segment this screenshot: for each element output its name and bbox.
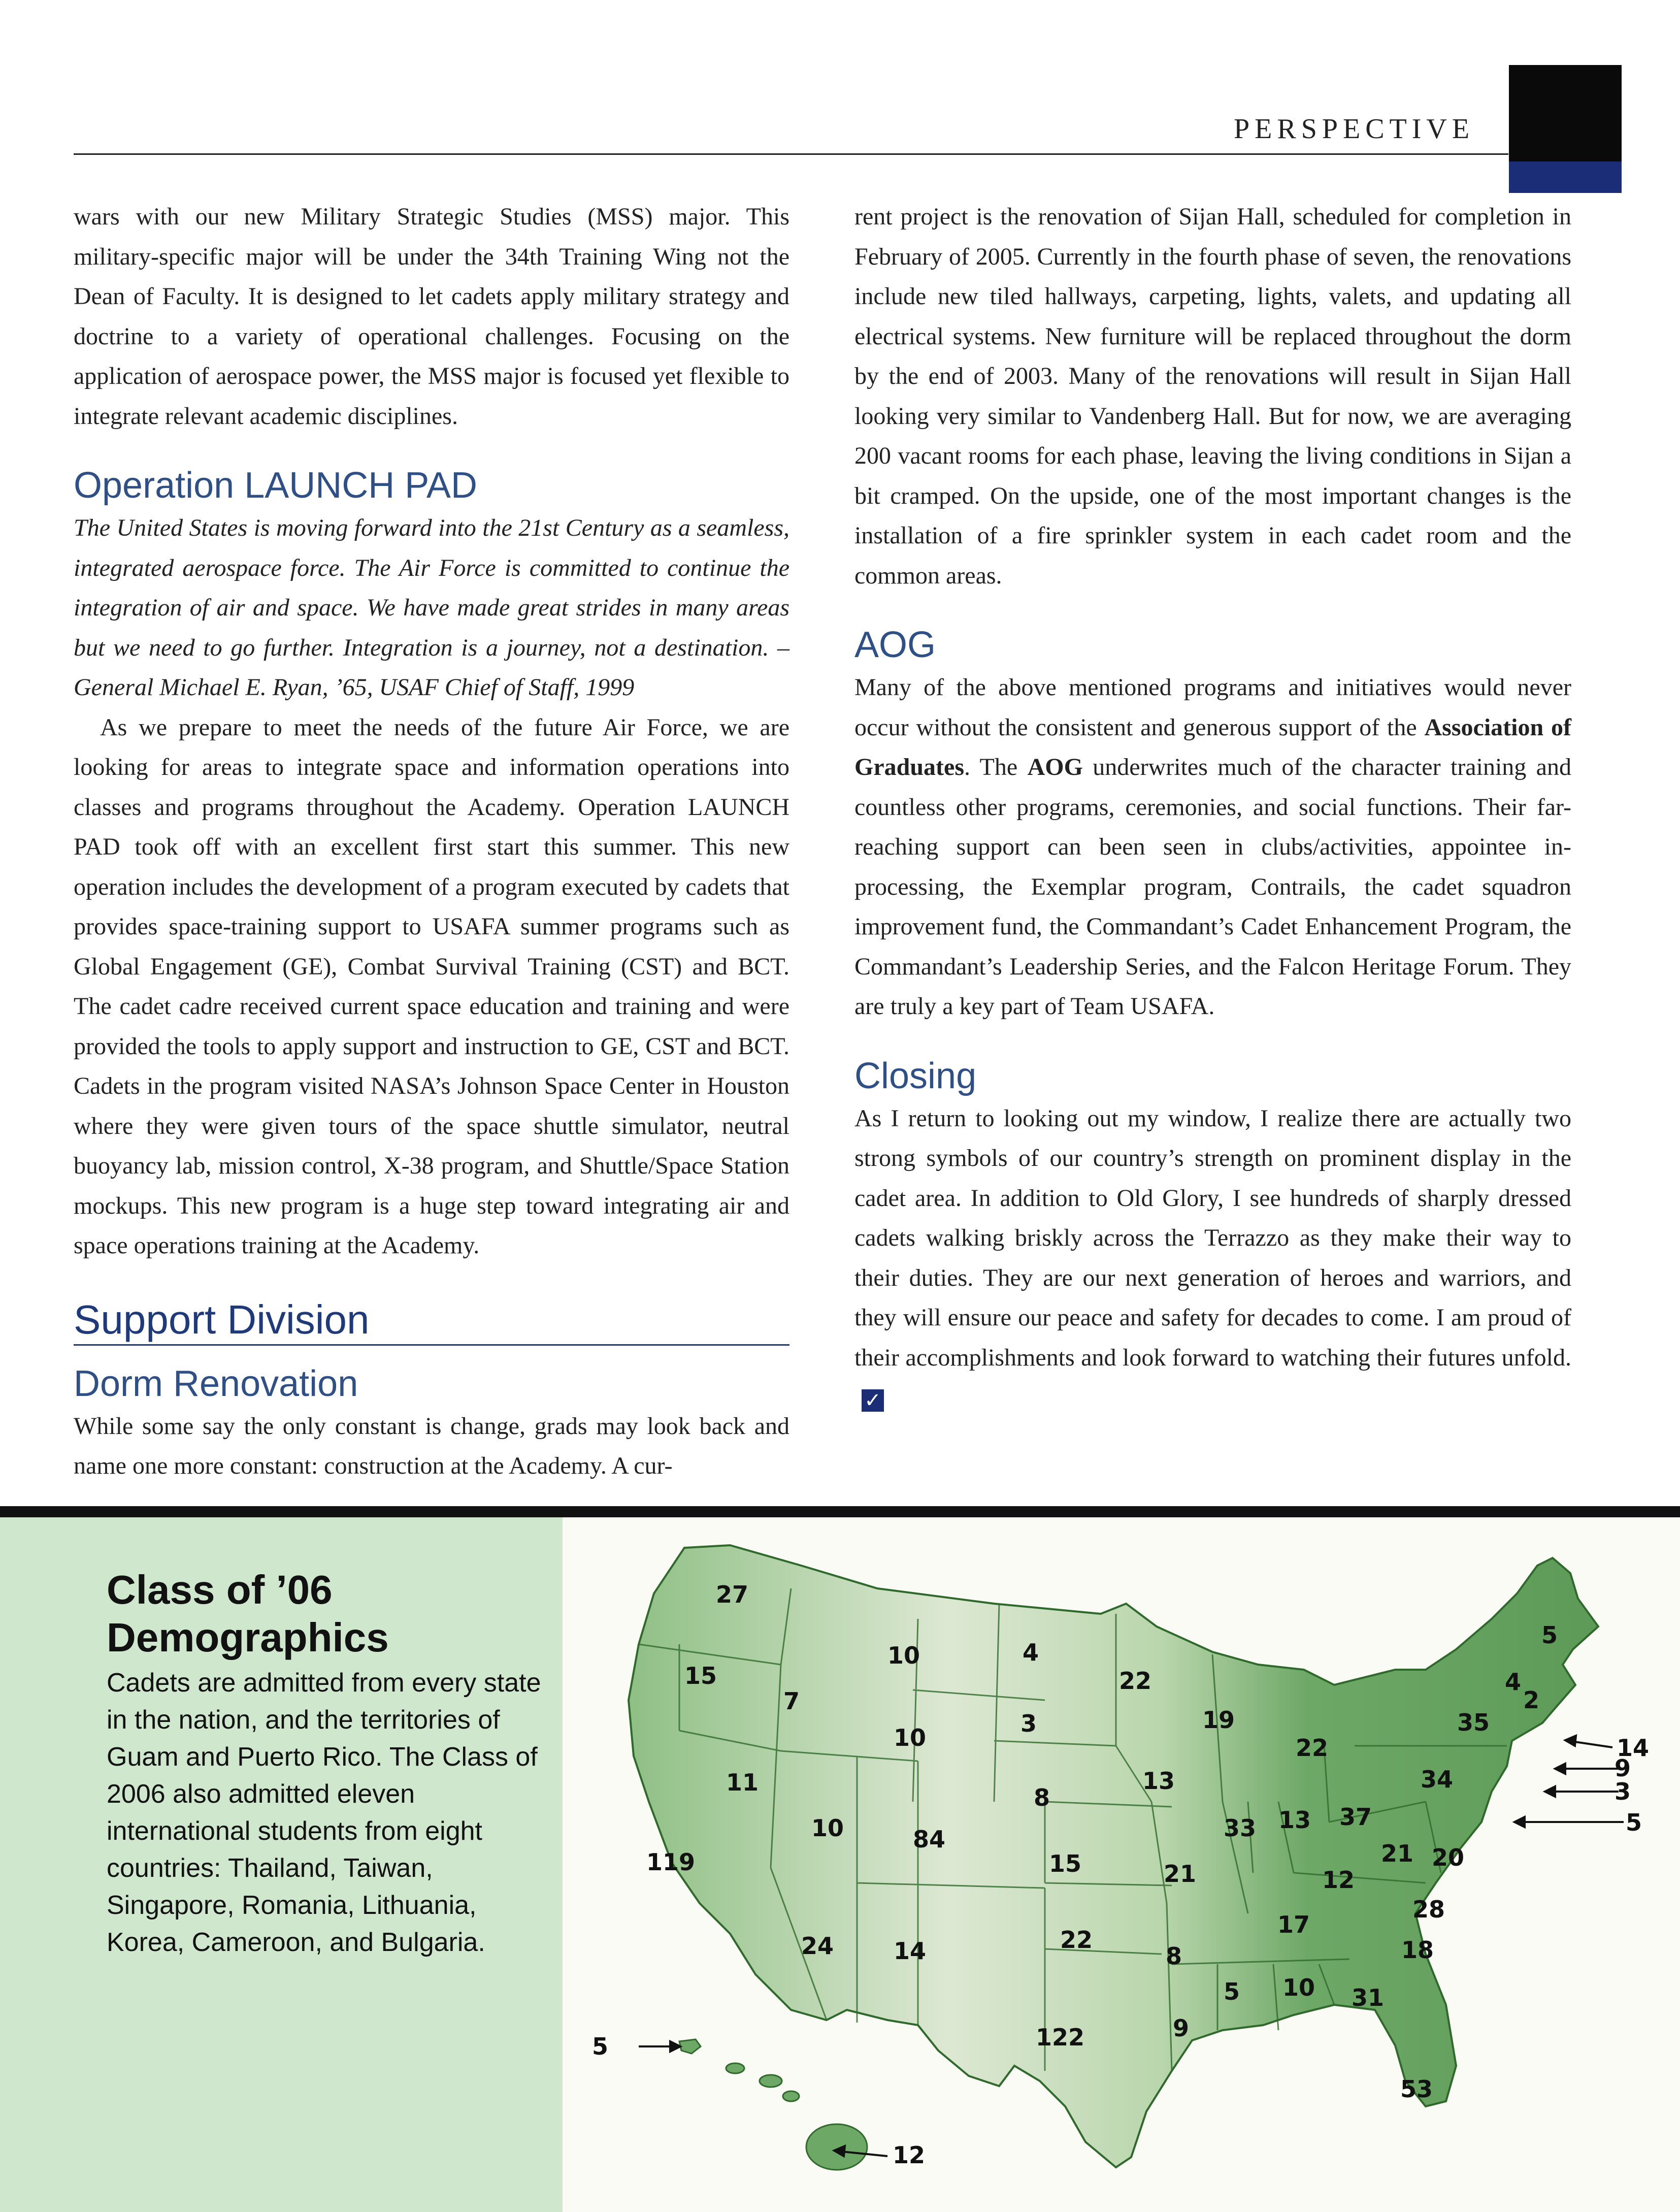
label-ks: 15 [1049,1850,1082,1877]
label-wv: 21 [1381,1840,1414,1867]
end-mark-icon: ✓ [862,1389,884,1412]
label-la: 9 [1173,2014,1190,2042]
hawaii-island-1 [726,2063,744,2073]
corner-tab-accent [1509,161,1622,193]
launch-pad-quote: The United States is moving forward into the 21st Century as a seamless, integrated aerospace force. The Air Force is committed to continue the integration of air and space. We have made great strides in many areas but we need to go further. Integration is a journey, not a destination. –General Michael E. Ryan, ’65, USAF Chief of Staff, 1999 [74,514,789,701]
label-wi: 19 [1202,1706,1235,1734]
launch-pad-body: As we prepare to meet the needs of the future Air Force, we are looking for areas to integrate space and information operations into classes and programs throughout the Academy. Operation LAUNCH PAD took off with an excellent first start this summer. This new operation includes the development of a program executed by cadets that provides space-training support to USAFA summer programs such as Global Engagement (GE), Combat Survival Training (CST) and BCT. The cadet cadre received current space education and training and were provided the tools to apply support and instruction to GE, CST and BCT. Cadets in the program visited NASA’s Johnson Space Center in Houston where they were given tours of the space shuttle simulator, neutral buoyancy lab, mission control, X-38 program, and Shuttle/Space Station mockups. This new program is a huge step toward integrating air and space operations training at the Academy. [74,713,789,1259]
label-ok: 22 [1060,1926,1093,1954]
label-md: 5 [1626,1809,1642,1836]
label-al: 10 [1282,1974,1315,2001]
label-or: 15 [684,1662,717,1689]
label-tx: 122 [1036,2024,1085,2051]
support-division-heading: Support Division [74,1295,789,1346]
label-oh: 37 [1339,1803,1372,1831]
hawaii-island-3 [783,2091,799,2101]
label-va: 20 [1432,1844,1465,1871]
label-id: 7 [783,1687,800,1715]
label-ak: 5 [592,2033,609,2060]
aog-paragraph [854,668,1571,1027]
label-mo: 21 [1164,1860,1197,1888]
section-divider-bar [0,1506,1680,1517]
dorm-continued: rent project is the renovation of Sijan Hall, scheduled for completion in February of 2005. Currently in the fourth phase of seven, the renovations include new tiled hallways, carpeting, lights, valets, and updating all electrical systems. New furniture will be replaced throughout the dorm by the end of 2003. Many of the renovations will result in Sijan Hall looking very similar to Vandenberg Hall. But for now, we are averaging 200 vacant rooms for each phase, leaving the living conditions in Sijan a bit cramped. On the upside, one of the most important changes is the installation of a fire sprinkler system in each cadet room and the common areas. [854,203,1571,589]
label-nh: 2 [1523,1686,1540,1714]
label-ky: 12 [1322,1866,1355,1894]
label-nv: 11 [726,1769,759,1796]
left-column [74,197,789,1486]
aog-text-1: Many of the above mentioned programs and initiatives would never occur without the consistent and generous support of the [854,674,1571,741]
label-ia: 13 [1142,1767,1175,1795]
label-hi: 12 [893,2141,926,2169]
label-sc: 18 [1401,1936,1434,1964]
label-ar: 8 [1166,1942,1182,1970]
arrow-ri-head [1555,1764,1565,1774]
corner-tab [1509,65,1622,193]
hawaii-island-4 [806,2124,867,2170]
label-ms: 5 [1224,1978,1240,2005]
label-il: 33 [1224,1814,1257,1842]
label-tn: 17 [1277,1911,1310,1938]
hawaii-island-2 [760,2075,782,2087]
label-in: 13 [1278,1806,1311,1834]
demographics-title-line2: Demographics [107,1615,389,1660]
label-ut: 10 [811,1814,844,1842]
label-ga: 31 [1352,1984,1385,2011]
us-map-panel [563,1517,1680,2212]
header-rule [74,153,1508,155]
aog-bold-aog: AOG [1027,754,1083,780]
running-head: PERSPECTIVE [1234,113,1475,145]
aog-bold-association: Association of Graduates [854,713,1571,780]
label-wa: 27 [716,1581,749,1608]
label-vt: 4 [1505,1668,1522,1696]
label-ny: 35 [1457,1709,1490,1736]
aog-text-3: underwrites much of the character training and countless other programs, ceremonies, and social functions. Their far-reaching support can been seen in clubs/activities, appointee in-processing, the Exemplar program, Contrails, the cadet squadron improvement fund, the Commandant’s Cadet Enhancement Program, the Commandant’s Leadership Series, and the Falcon Heritage Forum. They are truly a key part of Team USAFA. [854,754,1571,1020]
right-column [854,197,1571,1418]
label-sd: 3 [1020,1710,1037,1737]
label-nc: 28 [1412,1896,1445,1923]
aog-heading: AOG [854,625,936,665]
arrow-md-head [1514,1817,1525,1827]
demographics-title [107,1566,543,1662]
label-mt: 10 [887,1642,920,1669]
closing-text: As I return to looking out my window, I realize there are actually two strong symbols of our country’s strength on prominent display in the cadet area. In addition to Old Glory, I see hundreds of sharply dressed cadets walking briskly across the Terrazzo as they make their way to their duties. They are our next generation of heroes and warriors, and they will ensure our peace and safety for decades to come. I am proud of their accomplishments and look forward to watching their futures unfold. [854,1104,1571,1371]
closing-paragraph [854,1099,1571,1418]
demographics-title-line1: Class of ’06 [107,1567,333,1612]
label-ct: 3 [1615,1778,1631,1805]
demographics-text: Cadets are admitted from every state in the nation, and the territories of Guam and Puerto Rico. The Class of 2006 also admitted eleven international students from eight countries: Thailand, Taiwan, Singapore, Romania, Lithuania, Korea, Cameroon, and Bulgaria. [107,1668,541,1957]
label-ri: 9 [1615,1754,1631,1782]
label-mn: 22 [1119,1667,1152,1695]
closing-heading: Closing [854,1055,977,1096]
launch-pad-heading: Operation LAUNCH PAD [74,465,477,506]
label-pa: 34 [1421,1766,1454,1793]
label-wy: 10 [894,1724,927,1751]
demographics-panel [0,1517,563,2212]
arrow-ak-head [670,2041,680,2052]
label-fl: 53 [1400,2075,1433,2103]
arrow-ma-head [1565,1736,1576,1746]
aog-text-2: . The [964,754,1028,780]
dorm-renovation-heading: Dorm Renovation [74,1363,358,1404]
label-ca: 119 [646,1848,696,1876]
mss-paragraph: wars with our new Military Strategic Studies (MSS) major. This military-specific major will be under the 34th Training Wing not the Dean of Faculty. It is designed to let cadets apply military strategy and doctrine to a variety of operational challenges. Focusing on the application of aerospace power, the MSS major is focused yet flexible to integrate relevant academic disciplines. [74,203,789,430]
label-me: 5 [1541,1621,1558,1649]
arrow-ct-head [1545,1786,1555,1797]
label-ma: 14 [1617,1734,1650,1762]
label-nm: 14 [894,1937,927,1965]
label-az: 24 [801,1932,834,1960]
dorm-renovation-body: While some say the only constant is change, grads may look back and name one more constant: construction at the Academy. A cur- [74,1412,789,1479]
label-co: 84 [913,1826,946,1853]
label-nd: 4 [1023,1639,1039,1666]
label-mi: 22 [1296,1734,1329,1762]
label-ne: 8 [1034,1784,1050,1811]
us-map [563,1517,1680,2212]
hawaii-shape [726,2063,867,2170]
